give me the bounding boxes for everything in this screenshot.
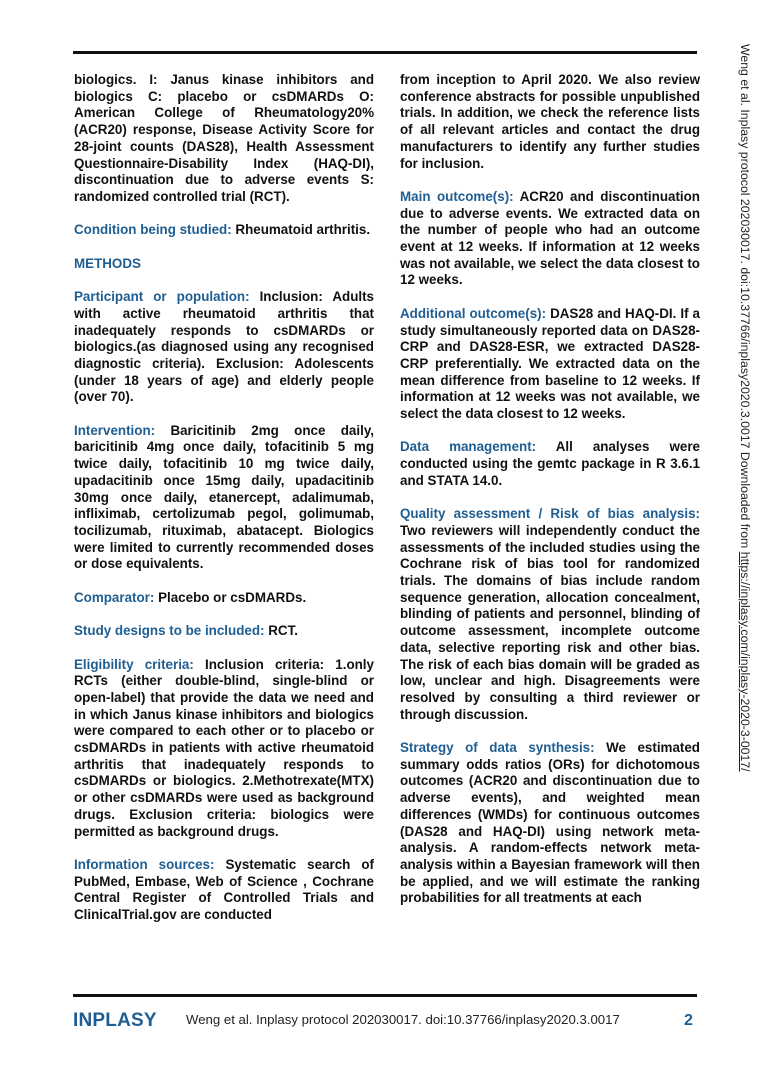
download-link[interactable]: https://inplasy.com/inplasy-2020-3-0017/ xyxy=(738,551,752,772)
side-margin-text: Weng et al. Inplasy protocol 202030017. doi:10.37766/inplasy2020.3.0017 Downloaded from xyxy=(738,44,752,552)
synthesis-label: Strategy of data synthesis: xyxy=(400,740,595,756)
additional-outcomes-paragraph xyxy=(400,306,700,423)
bottom-rule xyxy=(73,994,697,997)
data-management-label: Data management: xyxy=(400,439,537,455)
additional-outcomes-label: Additional outcome(s): xyxy=(400,305,547,321)
data-management-text: All analyses were conducted using the gemtc package in R 3.6.1 and STATA 14.0. xyxy=(400,439,700,488)
study-designs-text: RCT. xyxy=(264,623,298,639)
intervention-label: Intervention: xyxy=(74,422,156,438)
study-designs-paragraph xyxy=(74,623,374,640)
participant-paragraph xyxy=(74,289,374,406)
quality-assessment-paragraph xyxy=(400,506,700,723)
quality-assessment-label: Quality assessment / Risk of bias analysis: xyxy=(400,506,700,522)
left-column xyxy=(74,72,374,940)
comparator-text: Placebo or csDMARDs. xyxy=(154,589,307,605)
comparator-label: Comparator: xyxy=(74,589,155,605)
synthesis-text: We estimated summary odds ratios (ORs) for dichotomous outcomes (ACR20 and discontinuation due to adverse events), and weighted mean differences (WMDs) for continuous outcomes (DAS28 and HAQ-DI) using network meta-analysis. A random-effects network meta-analysis within a Bayesian framework will then be applied, and we will estimate the ranking probabilities for all treatments at each xyxy=(400,740,700,906)
intervention-text: Baricitinib 2mg once daily, baricitinib 4mg once daily, tofacitinib 5 mg twice daily, tofacitinib 10 mg twice daily, upadacitinib once 15mg daily, upadacitinib 30mg once daily, etanercept, adalimumab, infliximab, certolizumab pegol, golimumab, tocilizumab, rituximab, abatacept. Biologics were limited to currently recommended doses or dose equivalents. xyxy=(74,422,374,572)
methods-heading: METHODS xyxy=(74,255,141,271)
condition-label: Condition being studied: xyxy=(74,222,232,238)
data-management-paragraph xyxy=(400,439,700,489)
main-outcomes-text: ACR20 and discontinuation due to adverse events. We extracted data on the number of people who had an outcome event at 12 weeks. If information at 12 weeks was not available, we select the data closest to 12 weeks. xyxy=(400,188,700,288)
main-outcomes-paragraph xyxy=(400,189,700,289)
main-outcomes-label: Main outcome(s): xyxy=(400,188,514,204)
study-designs-label: Study designs to be included: xyxy=(74,623,265,639)
condition-paragraph xyxy=(74,222,374,239)
information-sources-text: Systematic search of PubMed, Embase, Web of Science , Cochrane Central Register of Controlled Trials and ClinicalTrial.gov are conducted xyxy=(74,856,374,923)
eligibility-text: Inclusion criteria: 1.only RCTs (either double-blind, single-blind or open-label) that provide the data we need and in which Janus kinase inhibitors and biologics were compared to each other or to placebo or csDMARDs in patients with active rheumatoid arthritis that inadequately responds to csDMARDs or biologics. 2.Methotrexate(MTX) or other csDMARDs were used as background drugs. Exclusion criteria: biologics were permitted as background drugs. xyxy=(74,656,374,839)
intervention-paragraph xyxy=(74,423,374,573)
participant-text: Inclusion: Adults with active rheumatoid arthritis that inadequately responds to csDMARDs or biologics.(as diagnosed using any recognised diagnostic criteria). Exclusion: Adolescents (under 18 years of age) and elderly people (over 70). xyxy=(74,289,374,405)
right-column xyxy=(400,72,700,924)
synthesis-paragraph xyxy=(400,740,700,907)
eligibility-paragraph xyxy=(74,657,374,841)
quality-assessment-text: Two reviewers will independently conduct the assessments of the included studies using the Cochrane risk of bias tool for randomized trials. The domains of bias include random sequence generation, allocation concealment, blinding of patients and personnel, blinding of outcome assessment, incomplete outcome data, selective reporting risk and other bias. The risk of each bias domain will be graded as low, unclear and high. Disagreements were resolved by consulting a third reviewer or through discussion. xyxy=(400,522,700,722)
side-margin-note xyxy=(738,44,752,772)
information-sources-label: Information sources: xyxy=(74,856,215,872)
participant-label: Participant or population: xyxy=(74,289,250,305)
comparator-paragraph xyxy=(74,590,374,607)
eligibility-label: Eligibility criteria: xyxy=(74,656,194,672)
intro-continuation: biologics. I: Janus kinase inhibitors and biologics C: placebo or csDMARDs O: American College of Rheumatology20% (ACR20) response, Disease Activity Score for 28-joint counts (DAS28), Health Assessment Questionnaire-Disability Index (HAQ-DI), discontinuation due to adverse events S: randomized controlled trial (RCT). xyxy=(74,72,374,204)
information-sources-paragraph xyxy=(74,857,374,924)
footer-brand-logo: INPLASY xyxy=(73,1010,157,1031)
condition-text: Rheumatoid arthritis. xyxy=(231,222,371,238)
page-number: 2 xyxy=(684,1012,693,1029)
top-rule xyxy=(73,51,697,54)
additional-outcomes-text: DAS28 and HAQ-DI. If a study simultaneously reported data on DAS28-CRP and DAS28-ESR, we extracted DAS28-CRP preferentially. We extracted data on the mean difference from baseline to 12 weeks. If information at 12 weeks was not available, we select the data closest to 12 weeks. xyxy=(400,305,700,422)
footer-citation: Weng et al. Inplasy protocol 202030017. doi:10.37766/inplasy2020.3.0017 xyxy=(186,1012,620,1027)
sources-continuation: from inception to April 2020. We also review conference abstracts for possible unpublished trials. In addition, we check the reference lists of all relevant articles and contact the drug manufacturers to identify any further studies for inclusion. xyxy=(400,72,700,171)
